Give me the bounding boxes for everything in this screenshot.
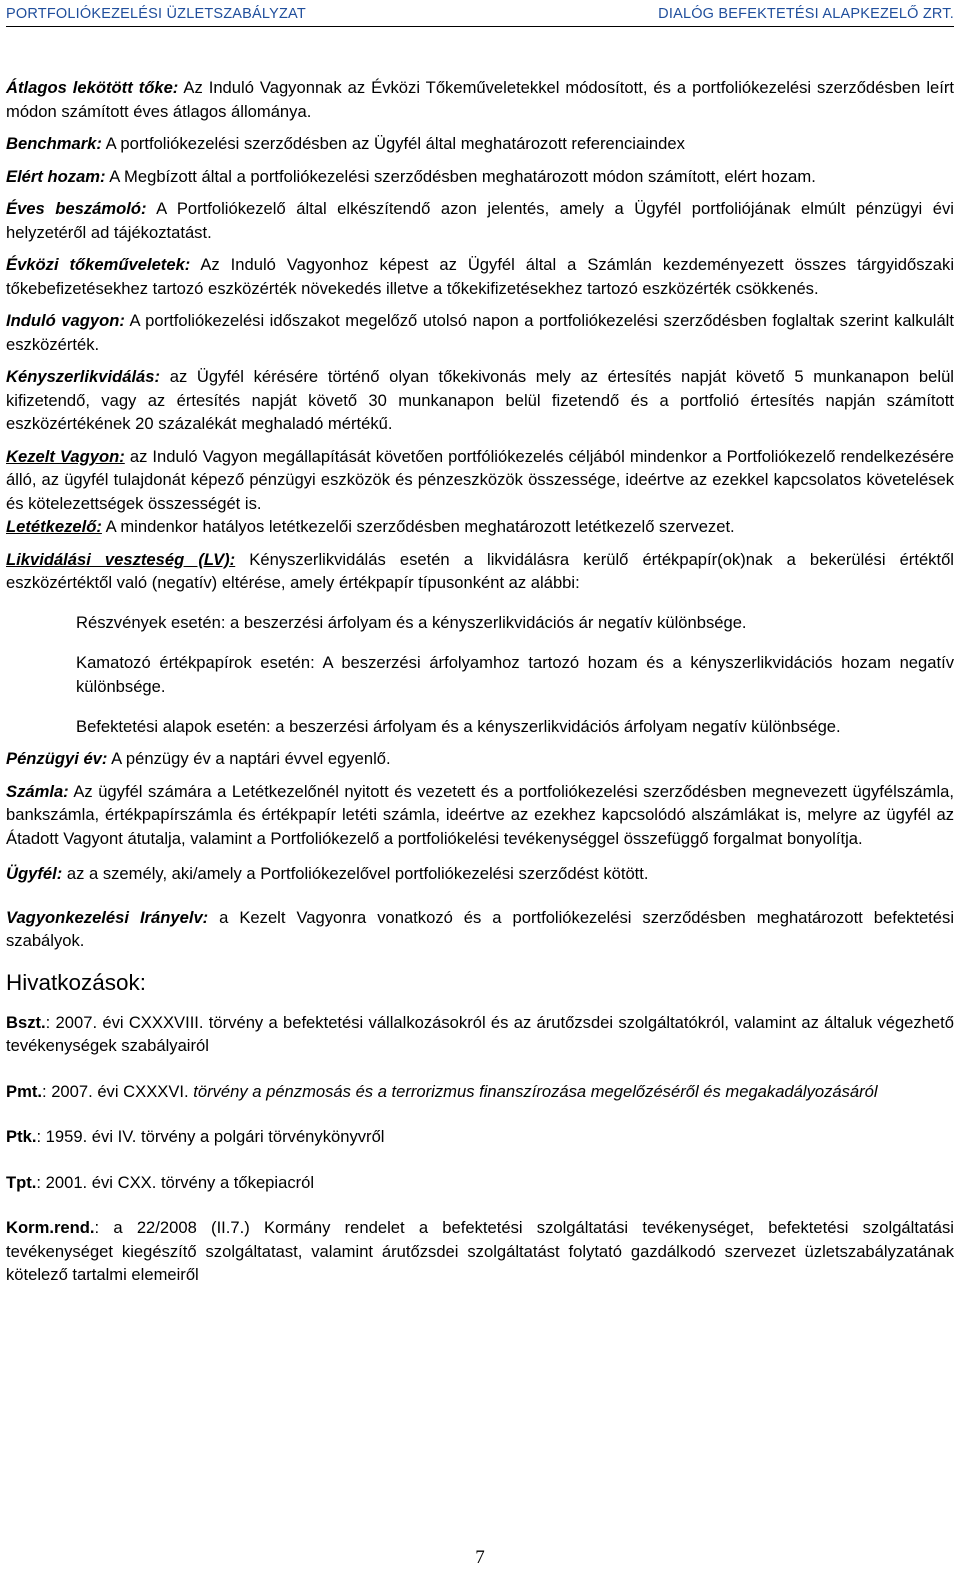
reference-ptk: Ptk.: 1959. évi IV. törvény a polgári törvénykönyvről xyxy=(6,1127,385,1147)
definition-indulo-vagyon: Induló vagyon: A portfoliókezelési időszakot megelőző utolsó napon a portfoliókezelési szerződésben foglaltak szerint kalkulált eszközérték. xyxy=(6,311,954,354)
references-heading: Hivatkozások: xyxy=(6,969,147,995)
definition-kezelt-vagyon: Kezelt Vagyon: az Induló Vagyon megállapítását követően portfóliókezelés céljából mindenkor a Portfoliókezelő rendelkezésére álló, az ügyfél tulajdonát képező pénzügyi eszközök és pénzeszközök összessége, ideértve az ezekkel kapcsolatos követelések és kötelezettségek összességét is. xyxy=(6,446,955,513)
header-left-title: PORTFOLIÓKEZELÉSI ÜZLETSZABÁLYZAT xyxy=(6,6,306,22)
page-number: 7 xyxy=(475,1547,485,1568)
document-body xyxy=(6,76,954,1309)
definition-szamla: Számla: Az ügyfél számára a Letétkezelőnél nyitott és vezetett és a portfoliókezelési szerződésben megnevezett ügyfélszámla, bankszámla, értékpapírszámla és értékpapír letéti számla, ideértve az ezekhez kapcsolódó alszámlákat is, melyre az ügyfél az Átadott Vagyont átutalja, valamint a Portfoliókezelő a portfoliókelési tevékenységgel összefüggő forgalmat bonyolítja. xyxy=(6,781,954,848)
definition-vagyonkezelesi-iranyelv: Vagyonkezelési Irányelv: a Kezelt Vagyonra vonatkozó és a portfoliókezelési szerződésben meghatározott befektetési szabályok. xyxy=(6,907,955,951)
reference-tpt: Tpt.: 2001. évi CXX. törvény a tőkepiacról xyxy=(6,1172,315,1192)
lv-item-reszvenyek: Részvények esetén: a beszerzési árfolyam és a kényszerlikvidációs ár negatív különbsége. xyxy=(76,613,747,633)
header-right-title: DIALÓG BEFEKTETÉSI ALAPKEZELŐ ZRT. xyxy=(658,6,954,22)
definition-elert-hozam: Elért hozam: A Megbízott által a portfoliókezelési szerződésben meghatározott módon számított, elért hozam. xyxy=(6,166,816,186)
page-header xyxy=(6,6,954,27)
definition-kenyszerlikvidalas: Kényszerlikvidálás: az Ügyfél kérésére történő olyan tőkekivonás mely az értesítés napját követő 5 munkanapon belül kifizetendő, vagy az értesítés napját követő 30 munkanapon belül fizetendő és a portfolió értesítés napján számított eszközértékének 20 százalékát meghaladó mértékű. xyxy=(6,367,954,433)
reference-korm-rend: Korm.rend.: a 22/2008 (II.7.) Kormány rendelet a befektetési szolgáltatási tevékenységet, befektetési szolgáltatási tevékenységet kiegészítő szolgáltatast, valamint árutőzsdei szolgáltatást folytató gazdálkodó szervezet üzletszabályzatának kötelező tartalmi elemeiről xyxy=(6,1218,954,1285)
lv-item-befektetesi-alapok: Befektetési alapok esetén: a beszerzési árfolyam és a kényszerlikvidációs árfolyam negatív különbsége. xyxy=(76,716,841,736)
definition-benchmark: Benchmark: A portfoliókezelési szerződésben az Ügyfél által meghatározott referenciaindex xyxy=(6,134,685,153)
definition-likvidalasi-veszteseg: Likvidálási veszteség (LV): Kényszerlikvidálás esetén a likvidálásra kerülő értékpapír(ok)nak a bekerülési értéktől eszközértéktől való (negatív) eltérése, amely értékpapír típusonként az alábbi: xyxy=(6,549,954,592)
definition-atlagos-lekotott-toke: Átlagos lekötött tőke: Az Induló Vagyonnak az Évközi Tőkeműveletekkel módosított, és a portfoliókezelési szerződésben leírt módon számított éves átlagos állománya. xyxy=(6,78,954,121)
definition-eves-beszamolo: Éves beszámoló: A Portfoliókezelő által elkészítendő azon jelentés, amely a Ügyfél portfoliójának elmúlt pénzügyi évi helyzetéről ad tájékoztatást. xyxy=(6,199,954,242)
definition-letetkezelo: Letétkezelő: A mindenkor hatályos letétkezelői szerződésben meghatározott letétkezelő szervezet. xyxy=(6,517,735,536)
definition-evkozi-tokemuveletek: Évközi tőkeműveletek: Az Induló Vagyonhoz képest az Ügyfél által a Számlán kezdeményezett összes tárgyidőszaki tőkebefizetésekhez tartozó eszközérték növekedés illetve a tőkekifizetésekhez tartozó eszközérték csökkenés. xyxy=(6,255,955,298)
reference-bszt: Bszt.: 2007. évi CXXXVIII. törvény a befektetési vállalkozásokról és az árutőzsdei szolgáltatókról, valamint az általuk végezhető tevékenységek szabályairól xyxy=(6,1012,954,1056)
definition-ugyfel: Ügyfél: az a személy, aki/amely a Portfoliókezelővel portfoliókezelési szerződést kötött. xyxy=(6,864,649,884)
lv-item-kamatozo: Kamatozó értékpapírok esetén: A beszerzési árfolyamhoz tartozó hozam és a kényszerlikvidációs hozam negatív különbsége. xyxy=(76,653,954,696)
reference-pmt: Pmt.: 2007. évi CXXXVI. törvény a pénzmosás és a terrorizmus finanszírozása megelőzéséről és megakadályozásáról xyxy=(6,1081,878,1101)
definition-penzugyi-ev: Pénzügyi év: A pénzügy év a naptári évvel egyenlő. xyxy=(6,749,391,769)
